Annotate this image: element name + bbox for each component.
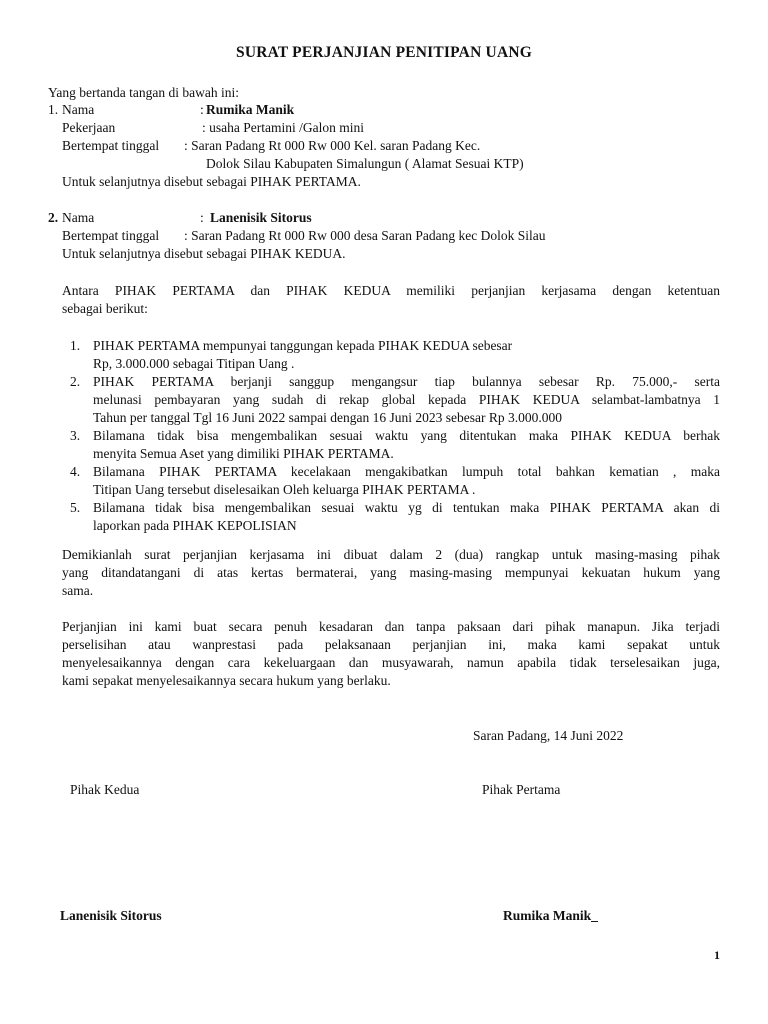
closing-paragraph-2-line: menyelesaikannya dengan cara kekeluargaan dan musyawarah, namun apabila tidak terselesaikan juga, <box>62 655 720 670</box>
signature-name-left: Lanenisik Sitorus <box>60 908 162 923</box>
place-date: Saran Padang, 14 Juni 2022 <box>473 728 624 743</box>
party1-job-value: : usaha Pertamini /Galon mini <box>202 120 364 135</box>
party2-residence-value: : Saran Padang Rt 000 Rw 000 desa Saran Padang kec Dolok Silau <box>184 228 546 243</box>
term-line: Tahun per tanggal Tgl 16 Juni 2022 sampai dengan 16 Juni 2023 sebesar Rp 3.000.000 <box>93 410 562 425</box>
term-number: 1. <box>70 338 81 353</box>
party1-number: 1. <box>48 102 59 117</box>
agreement-intro-line: Antara PIHAK PERTAMA dan PIHAK KEDUA memiliki perjanjian kerjasama dengan ketentuan <box>62 283 720 298</box>
party2-residence-label: Bertempat tinggal <box>62 228 160 243</box>
term-line: PIHAK PERTAMA mempunyai tanggungan kepada PIHAK KEDUA sebesar <box>93 338 513 353</box>
term-number: 4. <box>70 464 81 479</box>
party2-name-value: Lanenisik Sitorus <box>210 210 312 225</box>
term-number: 3. <box>70 428 81 443</box>
term-line: Bilamana PIHAK PERTAMA kecelakaan mengakibatkan lumpuh total bahkan kematian , maka <box>93 464 720 479</box>
party1-name-value: Rumika Manik <box>206 102 295 117</box>
party2-number: 2. <box>48 210 59 225</box>
closing-paragraph-2-line: Perjanjian ini kami buat secara penuh kesadaran dan tanpa paksaan dari pihak manapun. Jika terjadi <box>62 619 720 634</box>
term-line: melunasi pembayaran yang sudah di rekap global kepada PIHAK KEDUA selambat-lambatnya 1 <box>93 392 720 407</box>
party2-name-colon: : <box>200 210 204 225</box>
page-number: 1 <box>714 948 720 962</box>
term-line: PIHAK PERTAMA berjanji sanggup mengangsur tiap bulannya sebesar Rp. 75.000,- serta <box>93 374 720 389</box>
term-line: Bilamana tidak bisa mengembalikan sesuai waktu yg di tentukan maka PIHAK PERTAMA akan di <box>93 500 720 515</box>
closing-paragraph-2-line: perselisihan atau wanprestasi pada pelaksanaan perjanjian ini, maka kami sepakat untuk <box>62 637 720 652</box>
term-number: 2. <box>70 374 81 389</box>
term-line: Bilamana tidak bisa mengembalikan sesuai waktu yang ditentukan maka PIHAK KEDUA berhak <box>93 428 720 443</box>
closing-paragraph-1-line: sama. <box>62 583 94 598</box>
party1-name-label: Nama <box>62 102 95 117</box>
signature-name-right: Rumika Manik_ <box>503 908 598 923</box>
party1-residence-value-2: Dolok Silau Kabupaten Simalungun ( Alamat Sesuai KTP) <box>206 156 524 171</box>
party1-job-label: Pekerjaan <box>62 120 116 135</box>
signature-role-left: Pihak Kedua <box>70 782 140 797</box>
term-line: menyita Semua Aset yang dimiliki PIHAK PERTAMA. <box>93 446 394 461</box>
party2-alias: Untuk selanjutnya disebut sebagai PIHAK KEDUA. <box>62 246 346 261</box>
document-title: SURAT PERJANJIAN PENITIPAN UANG <box>236 44 532 61</box>
party1-name-colon: : <box>200 102 204 117</box>
intro-text: Yang bertanda tangan di bawah ini: <box>48 85 239 100</box>
agreement-intro-line: sebagai berikut: <box>62 301 148 316</box>
party1-residence-label: Bertempat tinggal <box>62 138 160 153</box>
closing-paragraph-1-line: yang ditandatangani di atas kertas bermaterai, yang masing-masing mempunyai kekuatan hukum yang <box>62 565 720 580</box>
signature-role-right: Pihak Pertama <box>482 782 561 797</box>
closing-paragraph-2-line: kami sepakat menyelesaikannya secara hukum yang berlaku. <box>62 673 391 688</box>
term-number: 5. <box>70 500 81 515</box>
term-line: Titipan Uang tersebut diselesaikan Oleh keluarga PIHAK PERTAMA . <box>93 482 476 497</box>
party1-alias: Untuk selanjutnya disebut sebagai PIHAK PERTAMA. <box>62 174 361 189</box>
party1-residence-value-1: : Saran Padang Rt 000 Rw 000 Kel. saran Padang Kec. <box>184 138 481 153</box>
term-line: Rp, 3.000.000 sebagai Titipan Uang . <box>93 356 295 371</box>
party2-name-label: Nama <box>62 210 95 225</box>
closing-paragraph-1-line: Demikianlah surat perjanjian kerjasama ini dibuat dalam 2 (dua) rangkap untuk masing-masing pihak <box>62 547 720 562</box>
term-line: laporkan pada PIHAK KEPOLISIAN <box>93 518 297 533</box>
